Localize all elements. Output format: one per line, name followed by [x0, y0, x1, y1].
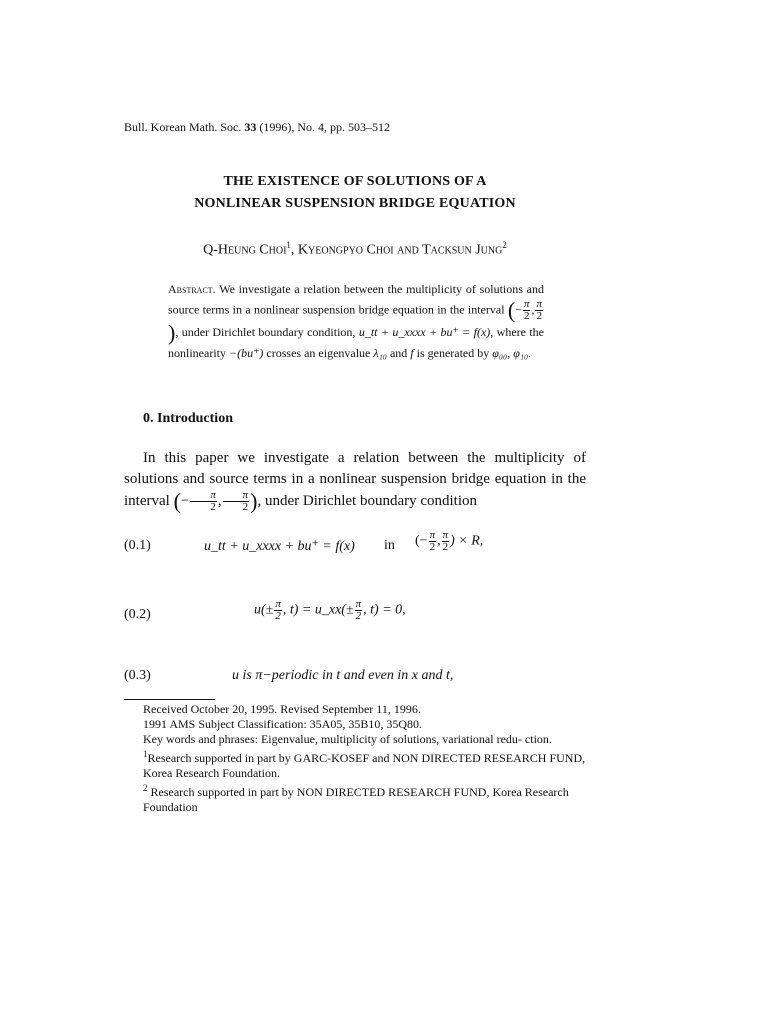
footnote-ams: 1991 AMS Subject Classification: 35A05, 35B10, 35Q80.: [143, 717, 422, 731]
abstract-generators: φ₀₀, φ₁₀.: [492, 346, 532, 360]
equation-body: u is π−periodic in t and even in x and t,: [232, 668, 454, 683]
abstract-text-6: is generated by: [416, 346, 490, 360]
eq2-part-b: , t) = u_xx(±: [282, 602, 354, 618]
intro-text-2: , under Dirichlet boundary condition: [257, 492, 478, 509]
author-and: and: [393, 242, 423, 258]
abstract-eigenvalue: λ₁₀: [373, 346, 387, 360]
abstract-label: Abstract.: [168, 282, 216, 296]
footnote-1-mark: 1: [143, 749, 148, 759]
fraction-numerator: π: [536, 298, 542, 310]
abstract-nonlinearity: −(bu⁺): [228, 346, 264, 360]
fraction-denominator: 2: [536, 310, 542, 322]
footnote-1-text: Research supported in part by GARC-KOSEF and NON DIRECTED RESEARCH FUND, Korea Research Foundation.: [143, 751, 586, 780]
equation-in: in: [384, 538, 395, 553]
abstract-text-2: , under Dirichlet boundary condition,: [175, 324, 356, 339]
eq2-part-c: , t) = 0,: [363, 602, 406, 618]
journal-citation: [124, 120, 390, 135]
fraction-pi-over-2: [523, 299, 531, 322]
fraction-denominator: 2: [355, 610, 362, 622]
footnote-2-text: Research supported in part by NON DIRECTED RESEARCH FUND, Korea Research Foundation: [143, 785, 569, 814]
fraction-pi-over-2: [429, 530, 437, 553]
fraction-numerator: π: [275, 598, 281, 610]
footnotes: [124, 702, 586, 815]
author-separator: ,: [290, 242, 298, 258]
equation-0-2: [124, 598, 586, 637]
footnote-2-mark: 2: [143, 783, 148, 793]
interval-close-paren: ): [168, 320, 176, 345]
domain-open: (−: [415, 533, 428, 549]
fraction-pi-over-2: [442, 530, 450, 553]
abstract-pde: u_tt + u_xxxx + bu⁺ = f(x),: [358, 324, 494, 339]
author-1: Q-Heung Choi: [203, 242, 287, 258]
interval-open-paren: (: [173, 488, 181, 514]
fraction-numerator: π: [190, 490, 217, 502]
equation-number: (0.3): [124, 668, 151, 683]
equation-number: (0.2): [124, 607, 151, 622]
interval-close-paren: ): [250, 488, 258, 514]
fraction-denominator: 2: [275, 610, 281, 622]
footnote-rule: [124, 699, 215, 700]
journal-suffix: (1996), No. 4, pp. 503–512: [259, 120, 390, 134]
author-list: [124, 240, 586, 259]
abstract-text-5: and: [389, 346, 408, 360]
interval-minus: −: [515, 302, 522, 317]
footnote-keywords: Key words and phrases: Eigenvalue, multiplicity of solutions, variational redu- ction.: [143, 732, 552, 746]
footnote-1: [124, 747, 586, 781]
fraction-numerator: π: [429, 529, 436, 541]
eq2-part-a: u(±: [254, 602, 274, 618]
fraction-denominator: 2: [429, 541, 436, 553]
abstract: Abstract. We investigate a relation between the multiplicity of solutions and source terms in a nonlinear suspension bridge equation in the interval (− $\frac{\pi}{2}$ , $\frac{\pi}{2}$ ), under Dirichlet boundary condition, u_tt + u_xxxx + bu⁺ = f(x), where the nonlinearity −(bu⁺) crosses an eigenvalue λ₁₀ and f is generated by φ₀₀, φ₁₀.: [168, 282, 544, 360]
journal-volume: 33: [244, 120, 257, 134]
fraction-numerator: π: [355, 598, 362, 610]
journal-prefix: Bull. Korean Math. Soc.: [124, 120, 242, 134]
fraction-pi-over-2: [355, 599, 363, 622]
fraction-denominator: 2: [523, 310, 530, 322]
fraction-numerator: π: [223, 490, 250, 502]
paper-title-line-1: THE EXISTENCE OF SOLUTIONS OF A: [223, 174, 487, 189]
fraction-pi-over-2: [190, 490, 217, 513]
fraction-numerator: π: [442, 529, 449, 541]
fraction-denominator: 2: [242, 501, 249, 513]
equation-0-3: [124, 668, 586, 698]
section-heading: 0. Introduction: [143, 411, 233, 426]
author-3-footnote-mark: 2: [502, 240, 507, 250]
equation-number: (0.1): [124, 538, 151, 553]
interval-open-paren: (: [507, 297, 516, 323]
fraction-numerator: π: [523, 298, 530, 310]
intro-paragraph: In this paper we investigate a relation between the multiplicity of solutions and source terms in a nonlinear suspension bridge equation in the interval (− $\frac{\pi}{2}$ , $\frac{\pi}{2}$ ), under Dirichlet boundary condition: [124, 450, 586, 514]
footnote-received: Received October 20, 1995. Revised September 11, 1996.: [143, 702, 421, 716]
author-1-footnote-mark: 1: [286, 240, 291, 250]
paper-title-line-2: NONLINEAR SUSPENSION BRIDGE EQUATION: [194, 196, 516, 211]
fraction-pi-over-2: [535, 299, 543, 322]
equation-domain: (− $\frac{\pi}{2}$ , $\frac{\pi}{2}$ ) × R,: [415, 529, 484, 553]
abstract-f: f: [410, 346, 414, 360]
fraction-pi-over-2: [274, 599, 282, 622]
fraction-pi-over-2: [223, 490, 250, 513]
abstract-text-3: where the nonlinearity: [168, 324, 544, 360]
fraction-denominator: 2: [210, 501, 216, 513]
author-3: Tacksun Jung: [422, 242, 503, 258]
domain-close: ) × R,: [450, 533, 484, 549]
intro-text-1: In this paper we investigate a relation between the multiplicity of solutions and source terms in a nonlinear suspension bridge equation in the interval: [124, 450, 586, 509]
abstract-text-1: We investigate a relation between the multiplicity of solutions and source terms in a nonlinear suspension bridge equation in the interval: [168, 282, 544, 317]
interval-minus: −: [180, 492, 190, 509]
abstract-text-4: crosses an eigenvalue: [266, 346, 371, 360]
footnote-2: [124, 781, 586, 815]
author-2: Kyeongpyo Choi: [297, 242, 394, 258]
fraction-denominator: 2: [442, 541, 449, 553]
equation-lhs: u_tt + u_xxxx + bu⁺ = f(x): [204, 539, 355, 554]
equation-0-1: [124, 529, 586, 568]
equation-body: [254, 599, 406, 622]
